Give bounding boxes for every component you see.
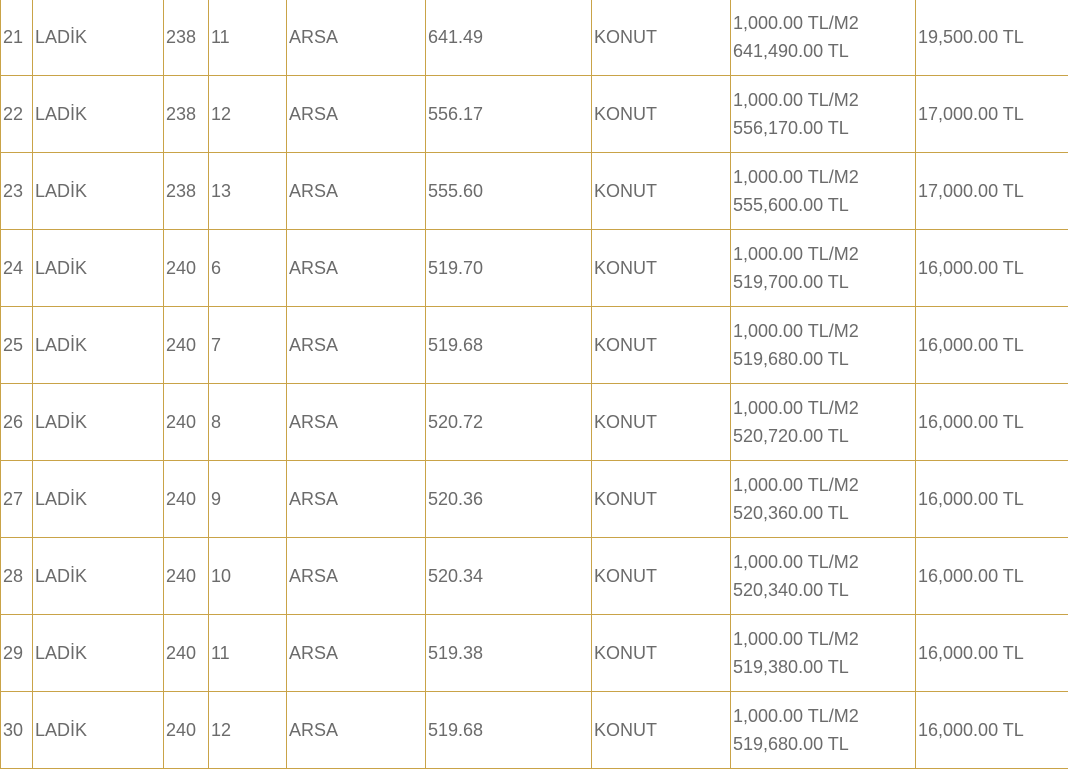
total-price: 555,600.00 TL <box>733 195 849 215</box>
total-price: 520,360.00 TL <box>733 503 849 523</box>
property-type-cell: ARSA <box>287 230 426 307</box>
amount-cell: 16,000.00 TL <box>916 538 1068 615</box>
parcel-cell: 11 <box>209 615 287 692</box>
amount-cell: 17,000.00 TL <box>916 153 1068 230</box>
table-row <box>1 615 1068 692</box>
unit-price: 1,000.00 TL/M2 <box>733 13 859 33</box>
zoning-cell: KONUT <box>592 615 731 692</box>
total-price: 519,380.00 TL <box>733 657 849 677</box>
property-type-cell: ARSA <box>287 307 426 384</box>
table-row <box>1 230 1068 307</box>
zoning-cell: KONUT <box>592 461 731 538</box>
price-cell <box>731 538 916 615</box>
area-cell: 520.34 <box>426 538 592 615</box>
row-number-cell: 29 <box>1 615 33 692</box>
price-cell <box>731 307 916 384</box>
property-type-cell: ARSA <box>287 153 426 230</box>
price-cell <box>731 0 916 76</box>
parcel-cell: 9 <box>209 461 287 538</box>
total-price: 519,680.00 TL <box>733 349 849 369</box>
amount-cell: 16,000.00 TL <box>916 230 1068 307</box>
unit-price: 1,000.00 TL/M2 <box>733 167 859 187</box>
row-number-cell: 25 <box>1 307 33 384</box>
block-cell: 240 <box>164 692 209 769</box>
district-cell: LADİK <box>33 538 164 615</box>
area-cell: 519.70 <box>426 230 592 307</box>
amount-cell: 16,000.00 TL <box>916 615 1068 692</box>
unit-price: 1,000.00 TL/M2 <box>733 475 859 495</box>
zoning-cell: KONUT <box>592 230 731 307</box>
total-price: 519,700.00 TL <box>733 272 849 292</box>
total-price: 520,720.00 TL <box>733 426 849 446</box>
amount-cell: 17,000.00 TL <box>916 76 1068 153</box>
price-cell <box>731 230 916 307</box>
property-type-cell: ARSA <box>287 615 426 692</box>
row-number-cell: 26 <box>1 384 33 461</box>
parcel-cell: 12 <box>209 692 287 769</box>
area-cell: 555.60 <box>426 153 592 230</box>
amount-cell: 16,000.00 TL <box>916 384 1068 461</box>
price-cell <box>731 461 916 538</box>
block-cell: 240 <box>164 384 209 461</box>
amount-cell: 16,000.00 TL <box>916 307 1068 384</box>
area-cell: 520.36 <box>426 461 592 538</box>
amount-cell: 16,000.00 TL <box>916 692 1068 769</box>
parcel-cell: 12 <box>209 76 287 153</box>
unit-price: 1,000.00 TL/M2 <box>733 706 859 726</box>
unit-price: 1,000.00 TL/M2 <box>733 244 859 264</box>
area-cell: 519.38 <box>426 615 592 692</box>
area-cell: 520.72 <box>426 384 592 461</box>
block-cell: 240 <box>164 230 209 307</box>
zoning-cell: KONUT <box>592 153 731 230</box>
block-cell: 240 <box>164 307 209 384</box>
total-price: 556,170.00 TL <box>733 118 849 138</box>
price-cell <box>731 153 916 230</box>
total-price: 520,340.00 TL <box>733 580 849 600</box>
zoning-cell: KONUT <box>592 76 731 153</box>
price-cell <box>731 692 916 769</box>
price-cell <box>731 384 916 461</box>
area-cell: 519.68 <box>426 692 592 769</box>
row-number-cell: 30 <box>1 692 33 769</box>
price-cell <box>731 76 916 153</box>
district-cell: LADİK <box>33 461 164 538</box>
parcel-cell: 10 <box>209 538 287 615</box>
block-cell: 238 <box>164 153 209 230</box>
row-number-cell: 22 <box>1 76 33 153</box>
table-row <box>1 384 1068 461</box>
parcel-cell: 11 <box>209 0 287 76</box>
parcel-cell: 13 <box>209 153 287 230</box>
unit-price: 1,000.00 TL/M2 <box>733 552 859 572</box>
block-cell: 238 <box>164 0 209 76</box>
property-type-cell: ARSA <box>287 461 426 538</box>
table-row <box>1 307 1068 384</box>
unit-price: 1,000.00 TL/M2 <box>733 321 859 341</box>
district-cell: LADİK <box>33 0 164 76</box>
row-number-cell: 24 <box>1 230 33 307</box>
row-number-cell: 27 <box>1 461 33 538</box>
block-cell: 240 <box>164 461 209 538</box>
property-type-cell: ARSA <box>287 0 426 76</box>
amount-cell: 19,500.00 TL <box>916 0 1068 76</box>
property-type-cell: ARSA <box>287 692 426 769</box>
row-number-cell: 28 <box>1 538 33 615</box>
zoning-cell: KONUT <box>592 307 731 384</box>
area-cell: 641.49 <box>426 0 592 76</box>
parcel-cell: 8 <box>209 384 287 461</box>
table-row <box>1 538 1068 615</box>
block-cell: 238 <box>164 76 209 153</box>
property-type-cell: ARSA <box>287 538 426 615</box>
district-cell: LADİK <box>33 153 164 230</box>
total-price: 519,680.00 TL <box>733 734 849 754</box>
district-cell: LADİK <box>33 384 164 461</box>
area-cell: 556.17 <box>426 76 592 153</box>
property-type-cell: ARSA <box>287 384 426 461</box>
table-row <box>1 692 1068 769</box>
block-cell: 240 <box>164 538 209 615</box>
parcel-cell: 7 <box>209 307 287 384</box>
property-type-cell: ARSA <box>287 76 426 153</box>
parcel-cell: 6 <box>209 230 287 307</box>
block-cell: 240 <box>164 615 209 692</box>
table-row <box>1 76 1068 153</box>
zoning-cell: KONUT <box>592 0 731 76</box>
unit-price: 1,000.00 TL/M2 <box>733 398 859 418</box>
row-number-cell: 23 <box>1 153 33 230</box>
table-row <box>1 461 1068 538</box>
amount-cell: 16,000.00 TL <box>916 461 1068 538</box>
unit-price: 1,000.00 TL/M2 <box>733 629 859 649</box>
district-cell: LADİK <box>33 615 164 692</box>
district-cell: LADİK <box>33 307 164 384</box>
zoning-cell: KONUT <box>592 384 731 461</box>
row-number-cell: 21 <box>1 0 33 76</box>
unit-price: 1,000.00 TL/M2 <box>733 90 859 110</box>
area-cell: 519.68 <box>426 307 592 384</box>
district-cell: LADİK <box>33 692 164 769</box>
total-price: 641,490.00 TL <box>733 41 849 61</box>
table-row <box>1 153 1068 230</box>
table-row <box>1 0 1068 76</box>
district-cell: LADİK <box>33 76 164 153</box>
district-cell: LADİK <box>33 230 164 307</box>
price-cell <box>731 615 916 692</box>
zoning-cell: KONUT <box>592 692 731 769</box>
zoning-cell: KONUT <box>592 538 731 615</box>
